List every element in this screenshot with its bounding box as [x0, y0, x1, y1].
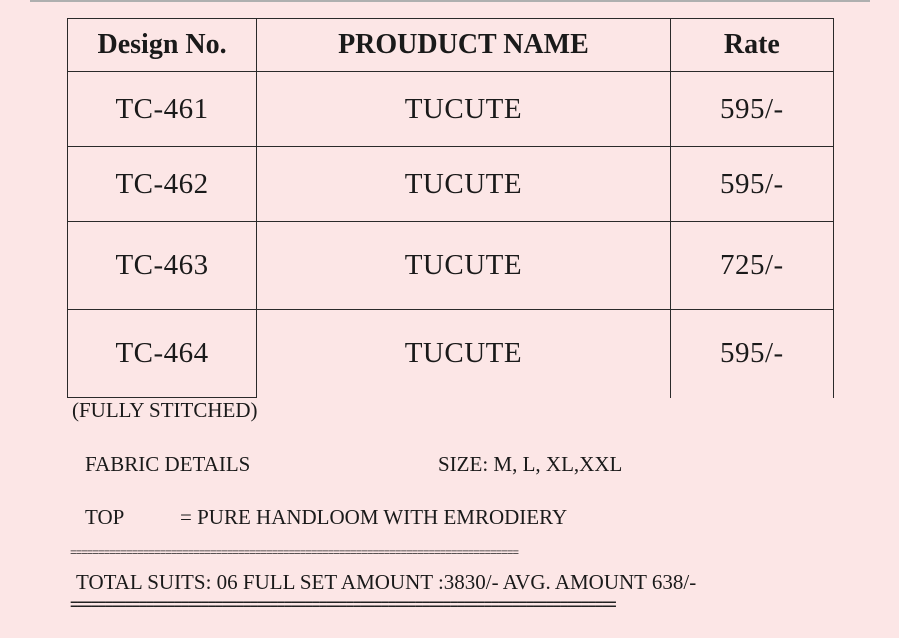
design-no-cell: TC-464 [68, 310, 257, 398]
size-info: SIZE: M, L, XL,XXL [438, 452, 623, 476]
product-name-cell: TUCUTE [257, 310, 671, 398]
table-row [68, 72, 834, 147]
stitched-note: (FULLY STITCHED) [72, 398, 258, 422]
rate-cell: 595/- [670, 147, 833, 222]
design-no-cell: TC-461 [68, 72, 257, 147]
total-summary: TOTAL SUITS: 06 FULL SET AMOUNT :3830/- AVG. AMOUNT 638/- [76, 570, 697, 594]
fabric-details-label: FABRIC DETAILS [85, 452, 251, 476]
top-label: TOP [85, 505, 125, 529]
table-header-row [68, 19, 834, 72]
rate-cell: 725/- [670, 222, 833, 310]
rate-cell: 595/- [670, 72, 833, 147]
top-fabric-value: = PURE HANDLOOM WITH EMRODIERY [180, 505, 568, 529]
rate-cell: 595/- [670, 310, 833, 398]
header-rate: Rate [670, 19, 833, 72]
separator-top: ================================================================================ [70, 548, 519, 560]
price-table [67, 18, 834, 398]
product-name-cell: TUCUTE [257, 222, 671, 310]
separator-bottom: =============================================================================== [70, 598, 616, 614]
table-row [68, 147, 834, 222]
design-no-cell: TC-462 [68, 147, 257, 222]
product-name-cell: TUCUTE [257, 147, 671, 222]
table-row [68, 222, 834, 310]
header-design-no: Design No. [68, 19, 257, 72]
header-product-name: PROUDUCT NAME [257, 19, 671, 72]
product-name-cell: TUCUTE [257, 72, 671, 147]
top-divider [30, 0, 870, 2]
design-no-cell: TC-463 [68, 222, 257, 310]
table-row [68, 310, 834, 398]
